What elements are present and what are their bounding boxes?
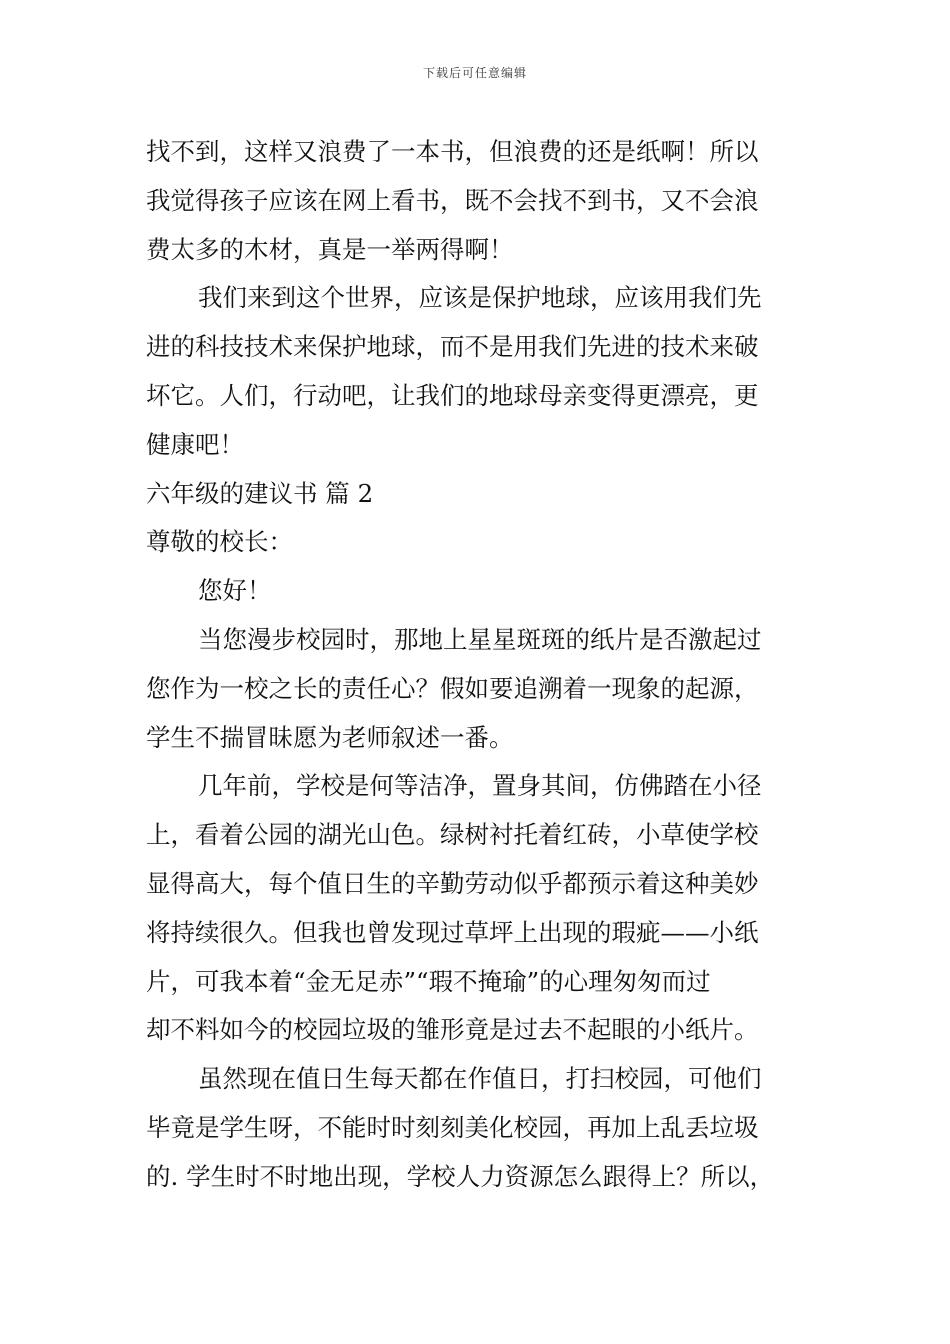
text-line: 当您漫步校园时，那地上星星斑斑的纸片是否激起过: [198, 624, 762, 654]
section-title: 六年级的建议书 篇 2: [146, 478, 374, 508]
text-line: 我觉得孩子应该在网上看书，既不会找不到书，又不会浪: [146, 185, 759, 215]
text-line: 显得高大，每个值日生的辛勤劳动似乎都预示着这种美妙: [146, 868, 759, 898]
greeting: 您好！: [198, 576, 272, 606]
text-line: 进的科技技术来保护地球，而不是用我们先进的技术来破: [146, 332, 759, 362]
text-line: 我们来到这个世界，应该是保护地球，应该用我们先: [198, 283, 762, 313]
text-line: 虽然现在值日生每天都在作值日，打扫校园，可他们: [198, 1064, 762, 1094]
text-line: 健康吧！: [146, 429, 244, 459]
text-line: 几年前，学校是何等洁净，置身其间，仿佛踏在小径: [198, 771, 762, 801]
text-line: 的. 学生时不时地出现，学校人力资源怎么跟得上？所以，: [146, 1161, 775, 1191]
page-header: 下载后可任意编辑: [422, 66, 527, 80]
text-line: 找不到，这样又浪费了一本书，但浪费的还是纸啊！所以: [146, 137, 759, 166]
text-line: 片，可我本着“金无足赤”“瑕不掩瑜”的心理匆匆而过: [146, 966, 711, 996]
text-line: 毕竟是学生呀，不能时时刻刻美化校园，再加上乱丢垃圾: [146, 1112, 759, 1142]
text-line: 您作为一校之长的责任心？假如要追溯着一现象的起源，: [146, 673, 759, 703]
salutation: 尊敬的校长：: [146, 527, 293, 557]
document-body: [146, 128, 810, 1202]
text-line: 却不料如今的校园垃圾的雏形竟是过去不起眼的小纸片。: [146, 1015, 759, 1045]
text-line: 坏它。人们，行动吧，让我们的地球母亲变得更漂亮，更: [146, 380, 759, 410]
text-line: 上，看着公园的湖光山色。绿树衬托着红砖，小草使学校: [146, 820, 759, 850]
text-line: 学生不揣冒昧愿为老师叙述一番。: [146, 722, 514, 752]
text-line: 将持续很久。但我也曾发现过草坪上出现的瑕疵——小纸: [146, 917, 759, 947]
text-line: 费太多的木材，真是一举两得啊！: [146, 234, 514, 264]
